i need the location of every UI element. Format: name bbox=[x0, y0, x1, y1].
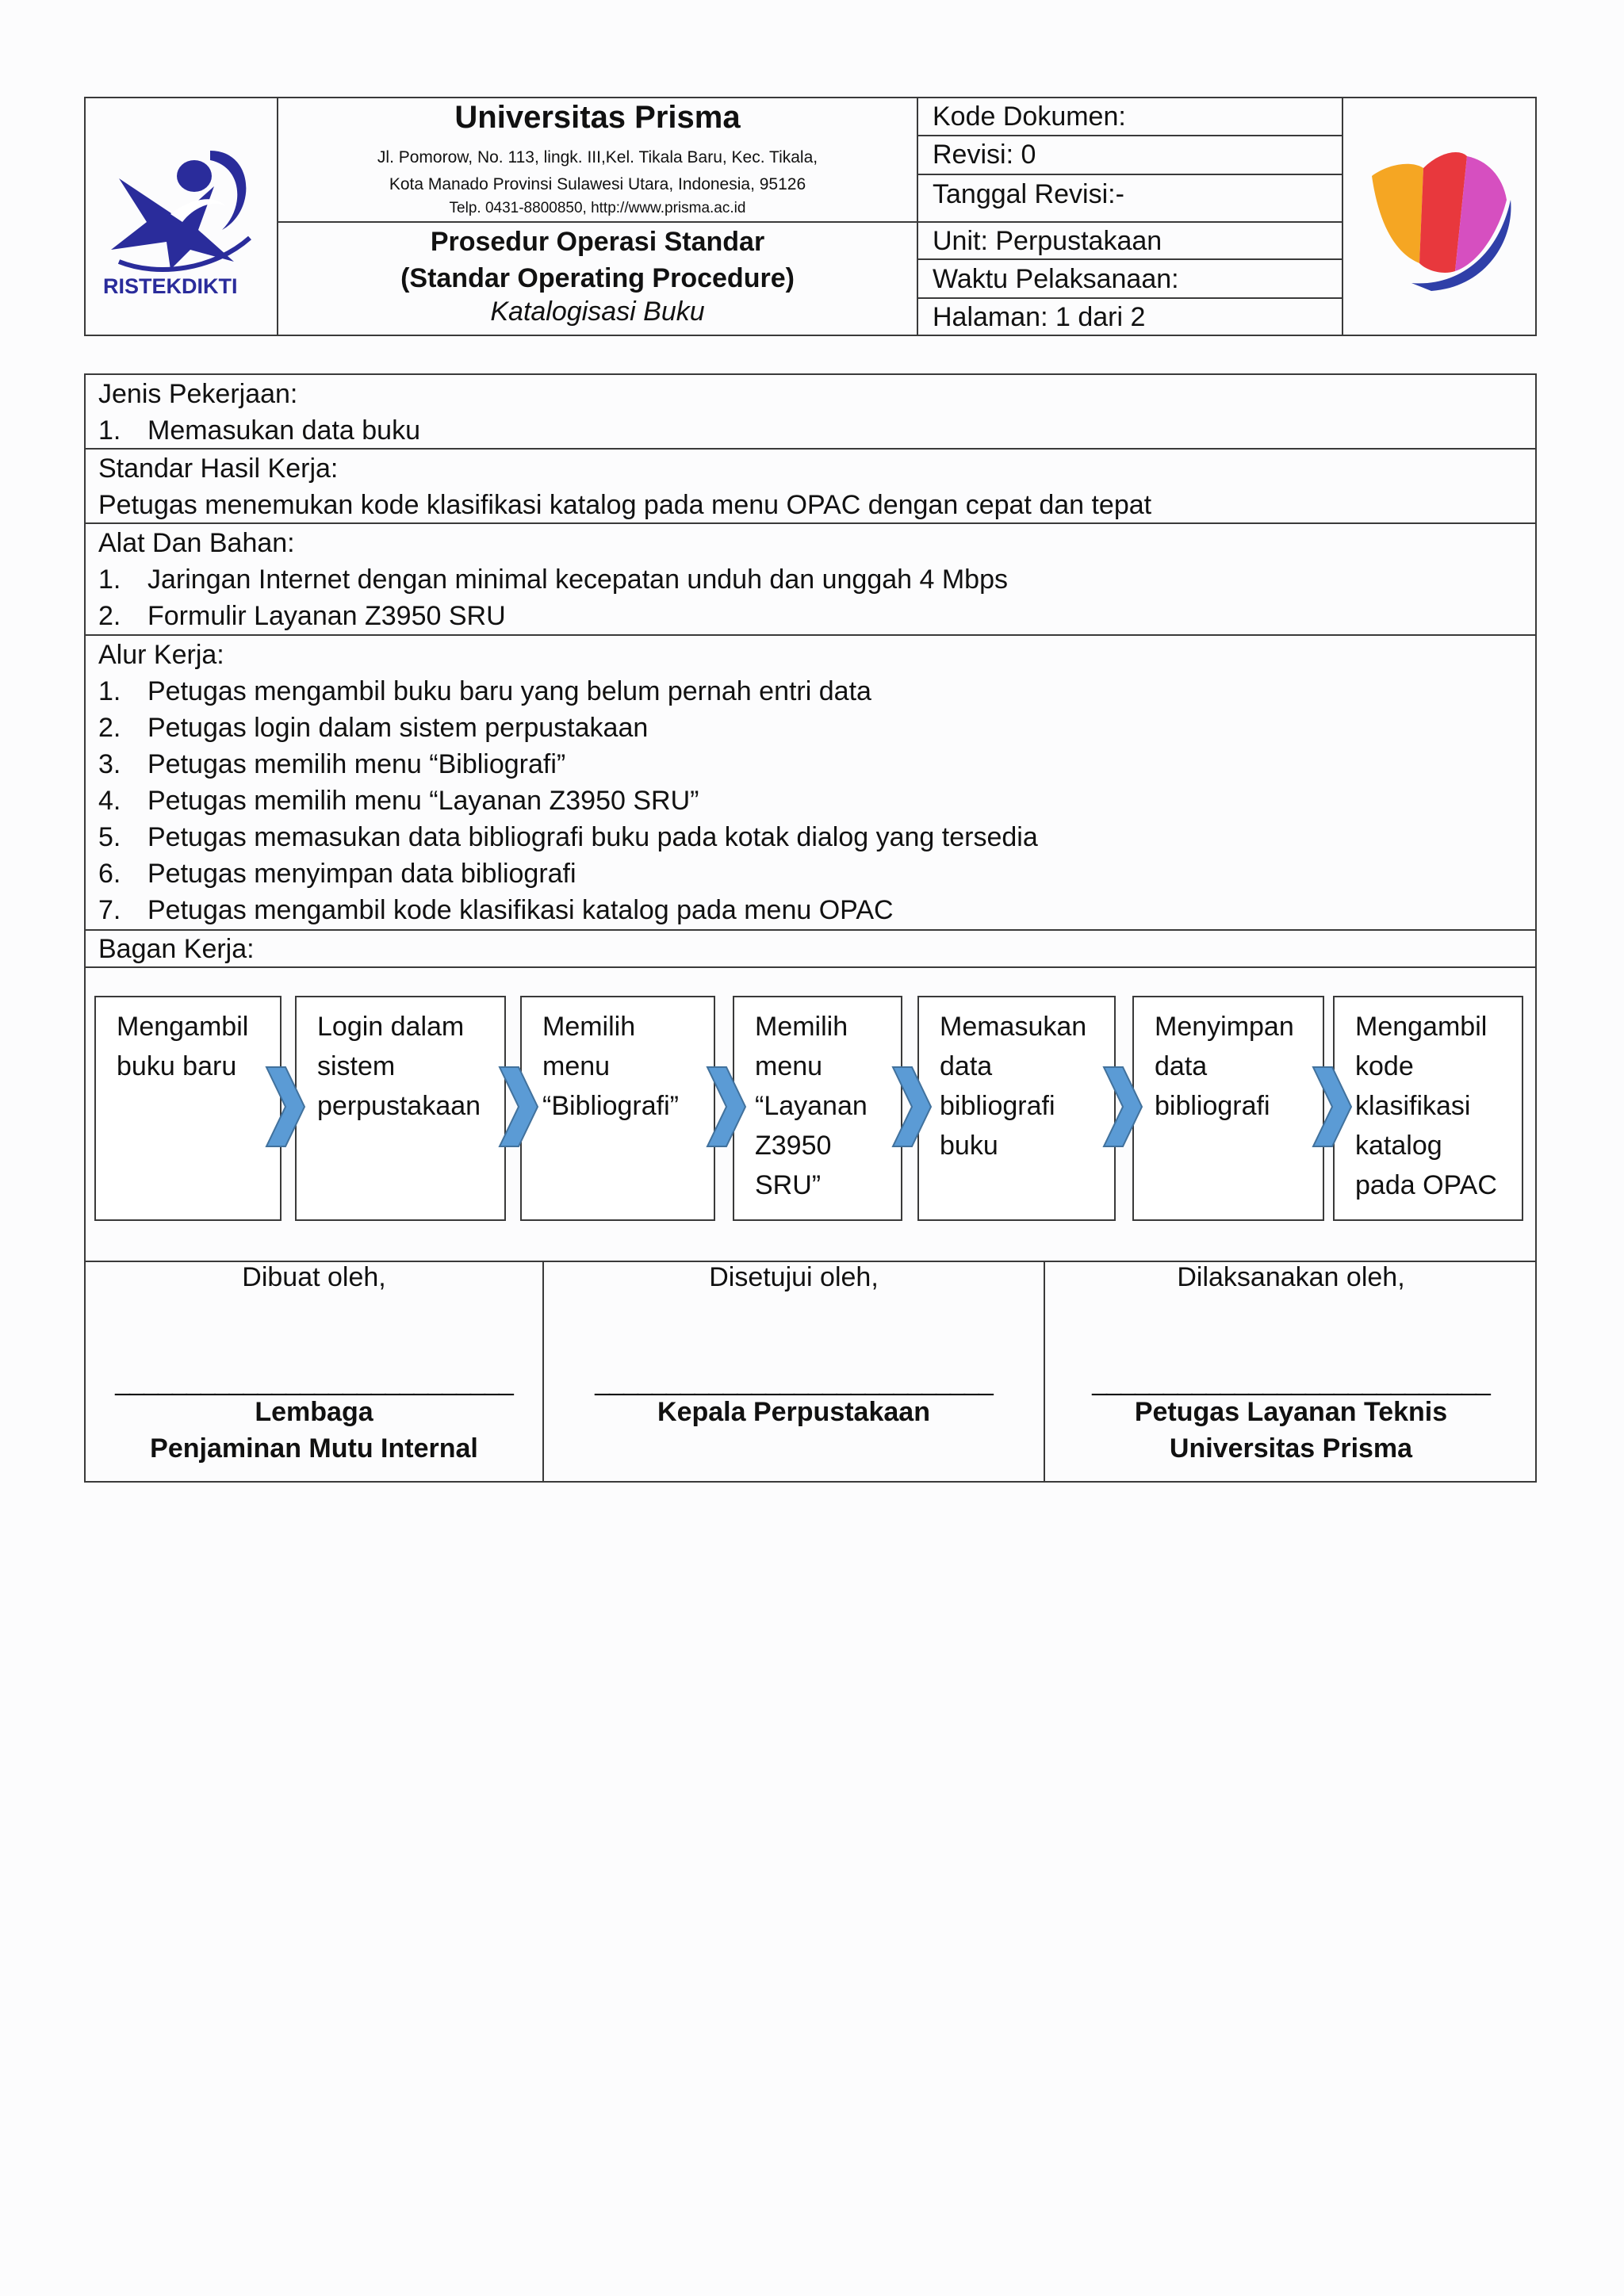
list-item: 6. Petugas menyimpan data bibliografi bbox=[98, 859, 576, 889]
signature-block-created bbox=[86, 1262, 542, 1467]
list-item: 3. Petugas memilih menu “Bibliografi” bbox=[98, 749, 566, 779]
contact-line: Telp. 0431-8800850, http://www.prisma.ac.id bbox=[449, 200, 746, 216]
flow-step-5: Memasukan data bibliografi buku bbox=[917, 996, 1116, 1221]
flow-step-4: Memilih menu “Layanan Z3950 SRU” bbox=[733, 996, 902, 1221]
meta-revisi: Revisi: 0 bbox=[933, 140, 1036, 170]
flow-step-6: Menyimpan data bibliografi bbox=[1132, 996, 1324, 1221]
meta-halaman: Halaman: 1 dari 2 bbox=[933, 302, 1146, 332]
signature-name-line1: Petugas Layanan Teknis bbox=[1134, 1397, 1448, 1427]
meta-waktu: Waktu Pelaksanaan: bbox=[933, 264, 1179, 294]
flow-step-3: Memilih menu “Bibliografi” bbox=[520, 996, 715, 1221]
address-line-2: Kota Manado Provinsi Sulawesi Utara, Indonesia, 95126 bbox=[389, 175, 806, 193]
flow-step-7: Mengambil kode klasifikasi katalog pada OPAC bbox=[1333, 996, 1523, 1221]
sop-title-en: (Standar Operating Procedure) bbox=[400, 263, 795, 293]
signature-block-approved bbox=[544, 1262, 1044, 1430]
flow-step-1: Mengambil buku baru bbox=[94, 996, 282, 1221]
list-item: 1. Petugas mengambil buku baru yang belum pernah entri data bbox=[98, 676, 871, 706]
signature-line: ____________________________ bbox=[115, 1366, 513, 1396]
ristekdikti-logo bbox=[95, 143, 270, 301]
address-line-1: Jl. Pomorow, No. 113, lingk. III,Kel. Tikala Baru, Kec. Tikala, bbox=[377, 148, 818, 166]
chevron-right-icon bbox=[498, 1066, 539, 1148]
prisma-logo bbox=[1356, 144, 1515, 295]
list-item: 2. Formulir Layanan Z3950 SRU bbox=[98, 601, 506, 631]
list-item: 5. Petugas memasukan data bibliografi buku pada kotak dialog yang tersedia bbox=[98, 822, 1038, 852]
meta-kode-dokumen: Kode Dokumen: bbox=[933, 101, 1126, 132]
jenis-pekerjaan-label: Jenis Pekerjaan: bbox=[98, 379, 298, 409]
signature-name-line2: Penjaminan Mutu Internal bbox=[150, 1433, 478, 1464]
signature-heading: Dilaksanakan oleh, bbox=[1177, 1262, 1405, 1292]
chevron-right-icon bbox=[265, 1066, 306, 1148]
signature-block-executed bbox=[1045, 1262, 1537, 1467]
list-item: 4. Petugas memilih menu “Layanan Z3950 SRU” bbox=[98, 786, 699, 816]
chevron-right-icon bbox=[1312, 1066, 1353, 1148]
alat-bahan-label: Alat Dan Bahan: bbox=[98, 528, 295, 558]
chevron-right-icon bbox=[706, 1066, 747, 1148]
signature-heading: Dibuat oleh, bbox=[242, 1262, 386, 1292]
signature-line: ____________________________ bbox=[1092, 1366, 1490, 1396]
list-item: 7. Petugas mengambil kode klasifikasi katalog pada menu OPAC bbox=[98, 895, 894, 925]
meta-unit: Unit: Perpustakaan bbox=[933, 226, 1162, 256]
signature-name-line2: Universitas Prisma bbox=[1169, 1433, 1413, 1464]
bagan-kerja-label: Bagan Kerja: bbox=[98, 934, 255, 964]
sop-title: Prosedur Operasi Standar bbox=[430, 227, 765, 257]
meta-tanggal-revisi: Tanggal Revisi:- bbox=[933, 179, 1124, 209]
list-item: 1. Memasukan data buku bbox=[98, 415, 420, 446]
standar-hasil-label: Standar Hasil Kerja: bbox=[98, 453, 339, 484]
signature-name-line1: Lembaga bbox=[255, 1397, 373, 1427]
signature-line: ____________________________ bbox=[595, 1366, 993, 1396]
chevron-right-icon bbox=[891, 1066, 933, 1148]
sop-subject: Katalogisasi Buku bbox=[490, 297, 705, 327]
list-item: 2. Petugas login dalam sistem perpustakaan bbox=[98, 713, 649, 743]
institution-name: Universitas Prisma bbox=[454, 100, 741, 135]
ristekdikti-logo-text: RISTEKDIKTI bbox=[103, 274, 238, 298]
standar-hasil-text: Petugas menemukan kode klasifikasi katalog pada menu OPAC dengan cepat dan tepat bbox=[98, 490, 1152, 520]
alur-kerja-label: Alur Kerja: bbox=[98, 640, 224, 670]
chevron-right-icon bbox=[1102, 1066, 1143, 1148]
signature-name-line1: Kepala Perpustakaan bbox=[657, 1397, 930, 1427]
flow-step-2: Login dalam sistem perpustakaan bbox=[295, 996, 506, 1221]
list-item: 1. Jaringan Internet dengan minimal kecepatan unduh dan unggah 4 Mbps bbox=[98, 564, 1008, 595]
signature-heading: Disetujui oleh, bbox=[709, 1262, 879, 1292]
